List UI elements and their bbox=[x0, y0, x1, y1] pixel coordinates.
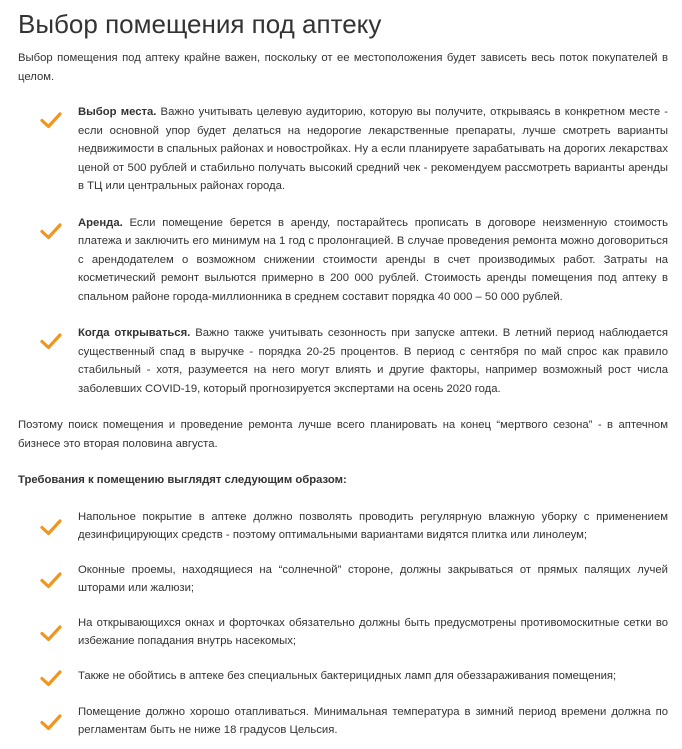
list-item bbox=[18, 214, 668, 307]
checkmark-icon bbox=[40, 624, 62, 642]
list-item-lead: Аренда. bbox=[78, 216, 123, 229]
list-item-text: Помещение должно хорошо отапливаться. Минимальная температура в зимний период времени должна по регламентам быть не ниже 18 градусов Цельсия. bbox=[78, 705, 668, 736]
list-item-text: Оконные проемы, находящиеся на “солнечной” стороне, должны закрываться от прямых палящих лучей шторами или жалюзи; bbox=[78, 563, 668, 594]
checkmark-icon bbox=[40, 713, 62, 731]
checkmark-icon bbox=[40, 111, 62, 129]
summary-paragraph: Поэтому поиск помещения и проведение ремонта лучше всего планировать на конец “мертвого сезона” - в аптечном бизнесе это вторая половина августа. bbox=[18, 419, 668, 450]
page-title: Выбор помещения под аптеку bbox=[18, 9, 382, 39]
list-item-lead: Когда открываться. bbox=[78, 327, 191, 339]
checkmark-icon bbox=[40, 332, 62, 350]
list-item-lead: Выбор места. bbox=[78, 106, 157, 118]
list-item bbox=[18, 508, 668, 545]
list-item-body: Если помещение берется в аренду, постарайтесь прописать в договоре неизменную стоимость платежа и заключить его минимум на 1 год с пролонгацией. В случае проведения ремонта можно договориться с арендодателем о возможном снижении стоимости аренды в счет производимых работ. Затраты на косметический ремонт выльются примерно в 200 000 рублей. Стоимость аренды помещения под аптеку в спальном районе города-миллионника в среднем составит порядка 40 000 – 50 000 рублей. bbox=[78, 216, 668, 303]
checkmark-icon bbox=[40, 571, 62, 589]
list-item-text: На открывающихся окнах и форточках обязательно должны быть предусмотрены противомоскитные сетки во избежание попадания внутрь насекомых; bbox=[78, 616, 668, 647]
list-item-body: Важно учитывать целевую аудиторию, которую вы получите, открываясь в конкретном месте - если основной упор будет делаться на недорогие лекарственные препараты, лучше смотреть варианты недвижимости в спальных районах и новостройках. Ну а если планируете зарабатывать на дорогих лекарствах ценой от 500 рублей и стабильно получать высокий средний чек - рекомендуем рассмотреть варианты аренды в ТЦ или центральных районах города. bbox=[78, 106, 668, 192]
list-item bbox=[18, 561, 668, 598]
list-item-body: Важно также учитывать сезонность при запуске аптеки. В летний период наблюдается существенный спад в выручке - порядка 20-25 процентов. В период с сентября по май спрос как правило стабильный - хотя, разумеется на него могут влиять и другие факторы, например возможный рост числа заболевших COVID-19, который прогнозируется экспертами на осень 2020 года. bbox=[78, 327, 668, 395]
list-item-text: Напольное покрытие в аптеке должно позволять проводить регулярную влажную уборку с применением дезинфицирующих средств - поэтому оптимальными вариантами видятся плитка или линолеум; bbox=[78, 510, 668, 541]
checkmark-icon bbox=[40, 222, 62, 240]
checkmark-icon bbox=[40, 518, 62, 536]
list-item bbox=[18, 614, 668, 651]
list-item-text: Также не обойтись в аптеке без специальных бактерицидных ламп для обеззараживания помещения; bbox=[78, 669, 617, 682]
requirements-heading: Требования к помещению выглядят следующим образом: bbox=[18, 474, 347, 486]
intro-paragraph: Выбор помещения под аптеку крайне важен, поскольку от ее местоположения будет зависеть весь поток покупателей в целом. bbox=[18, 52, 668, 83]
list-item bbox=[18, 667, 668, 687]
list-item-text bbox=[78, 103, 668, 196]
requirements-list bbox=[18, 508, 668, 740]
list-item bbox=[18, 324, 668, 398]
list-item bbox=[18, 703, 668, 740]
checkmark-icon bbox=[40, 669, 62, 687]
list-item bbox=[18, 103, 668, 196]
list-item-text bbox=[78, 324, 668, 398]
list-item-text bbox=[78, 214, 668, 307]
